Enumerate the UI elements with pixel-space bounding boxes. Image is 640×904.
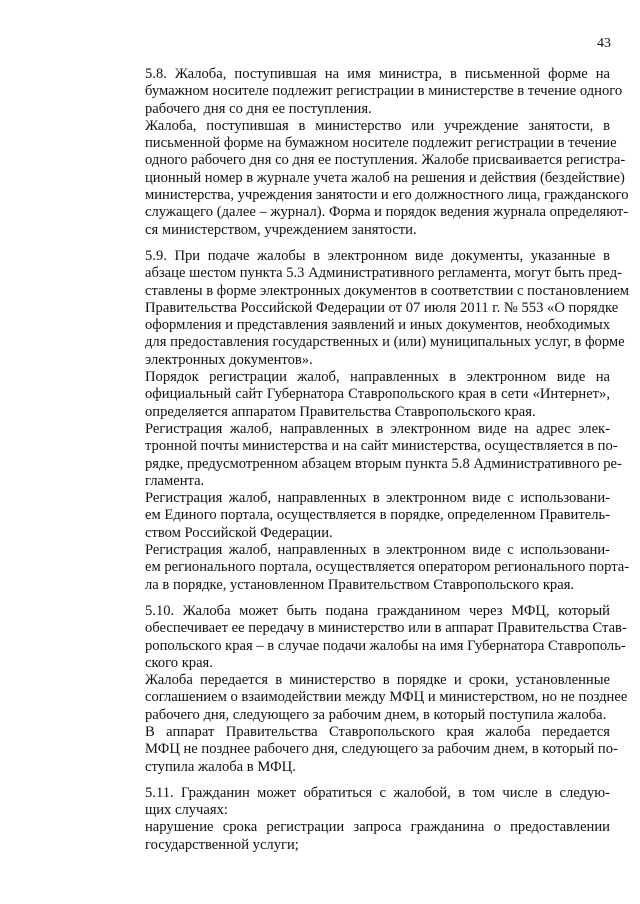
text-line: соглашением о взаимодействии между МФЦ и министерством, но не позднее [145, 689, 628, 706]
text-line: государственной услуги; [145, 836, 299, 853]
text-line: Регистрация жалоб, направленных в электронном виде с использовани- [145, 542, 610, 559]
text-line: обеспечивает ее передачу в министерство или в аппарат Правительства Став- [145, 620, 627, 637]
text-line: ционный номер в журнале учета жалоб на решения и действия (бездействие) [145, 169, 625, 186]
text-line: ставлены в форме электронных документов в соответствии с постановлением [145, 282, 630, 299]
paragraph-5-9-governor-site [109, 369, 610, 421]
text-line: электронных документов». [145, 351, 313, 368]
text-line: МФЦ не позднее рабочего дня, следующего за рабочим днем, в который по- [145, 741, 618, 758]
text-line: оформления и представления заявлений и иных документов, необходимых [145, 317, 610, 334]
text-line: Правительства Российской Федерации от 07 июля 2011 г. № 553 «О порядке [145, 299, 619, 316]
text-line: рабочего дня со дня ее поступления. [145, 100, 372, 117]
text-line: рядке, предусмотренном абзацем вторым пункта 5.8 Административного ре- [145, 455, 622, 472]
text-line: министерства, учреждения занятости и его должностного лица, гражданского [145, 187, 629, 204]
text-line: письменной форме на бумажном носителе подлежит регистрации в течение [145, 135, 617, 152]
text-line: рабочего дня, следующего за рабочим днем, в который поступила жалоба. [145, 706, 607, 723]
paragraph-5-10-government [109, 723, 618, 776]
text-line: В аппарат Правительства Ставропольского края жалоба передается [145, 723, 610, 740]
paragraph-5-8-registration [109, 117, 629, 239]
text-line: ем Единого портала, осуществляется в порядке, определенном Правитель- [145, 507, 610, 524]
text-line: щих случаях: [145, 802, 228, 819]
text-line: тронной почты министерства и на сайт министерства, осуществляется в по- [145, 438, 618, 455]
text-line: 5.8. Жалоба, поступившая на имя министра, в письменной форме на [145, 66, 610, 82]
paragraph-5-9-unified-portal [109, 490, 610, 542]
text-line: ского края. [145, 654, 213, 671]
paragraph-5-11-case-1 [109, 819, 610, 854]
text-line: 5.10. Жалоба может быть подана гражданином через МФЦ, который [145, 602, 610, 619]
text-line: для предоставления государственных и (или) муниципальных услуг, в форме [145, 334, 625, 351]
text-line: бумажном носителе подлежит регистрации в министерстве в течение одного [145, 83, 623, 100]
text-line: официальный сайт Губернатора Ставропольского края в сети «Интернет», [145, 386, 610, 403]
text-line: Порядок регистрации жалоб, направленных в электронном виде на [145, 369, 610, 386]
text-line: Регистрация жалоб, направленных в электронном виде с использовани- [145, 490, 610, 507]
text-line: 5.9. При подаче жалобы в электронном виде документы, указанные в [145, 247, 610, 264]
text-line: ся министерством, учреждением занятости. [145, 221, 417, 238]
document-body [109, 66, 630, 854]
page-number: 43 [597, 36, 611, 51]
paragraph-5-9-regional-portal [109, 542, 630, 594]
text-line: служащего (далее – журнал). Форма и порядок ведения журнала определяют- [145, 204, 629, 221]
text-line: Жалоба передается в министерство в порядке и сроки, установленные [145, 672, 610, 689]
paragraph-5-11 [109, 785, 610, 820]
text-line: абзаце шестом пункта 5.3 Административного регламента, могут быть пред- [145, 265, 622, 282]
text-line: Регистрация жалоб, направленных в электронном виде на адрес элек- [145, 420, 610, 437]
text-line: Жалоба, поступившая в министерство или учреждение занятости, в [145, 117, 610, 134]
text-line: нарушение срока регистрации запроса гражданина о предоставлении [145, 819, 610, 836]
text-line: ем регионального портала, осуществляется оператором регионального порта- [145, 559, 630, 576]
text-line: ством Российской Федерации. [145, 524, 333, 541]
text-line: одного рабочего дня со дня ее поступления. Жалобе присваивается регистра- [145, 152, 626, 169]
paragraph-5-9 [109, 247, 630, 369]
paragraph-5-10-ministry [109, 672, 628, 724]
text-line: гламента. [145, 472, 205, 489]
paragraph-5-10 [109, 602, 627, 672]
paragraph-5-8 [109, 66, 623, 118]
text-line: ропольского края – в случае подачи жалобы на имя Губернатора Ставрополь- [145, 637, 626, 654]
paragraph-5-9-email [109, 420, 622, 490]
text-line: 5.11. Гражданин может обратиться с жалобой, в том числе в следую- [145, 784, 610, 801]
text-line: ступила жалоба в МФЦ. [145, 758, 296, 775]
text-line: ла в порядке, установленном Правительством Ставропольского края. [145, 576, 575, 593]
text-line: определяется аппаратом Правительства Ставропольского края. [145, 403, 536, 420]
